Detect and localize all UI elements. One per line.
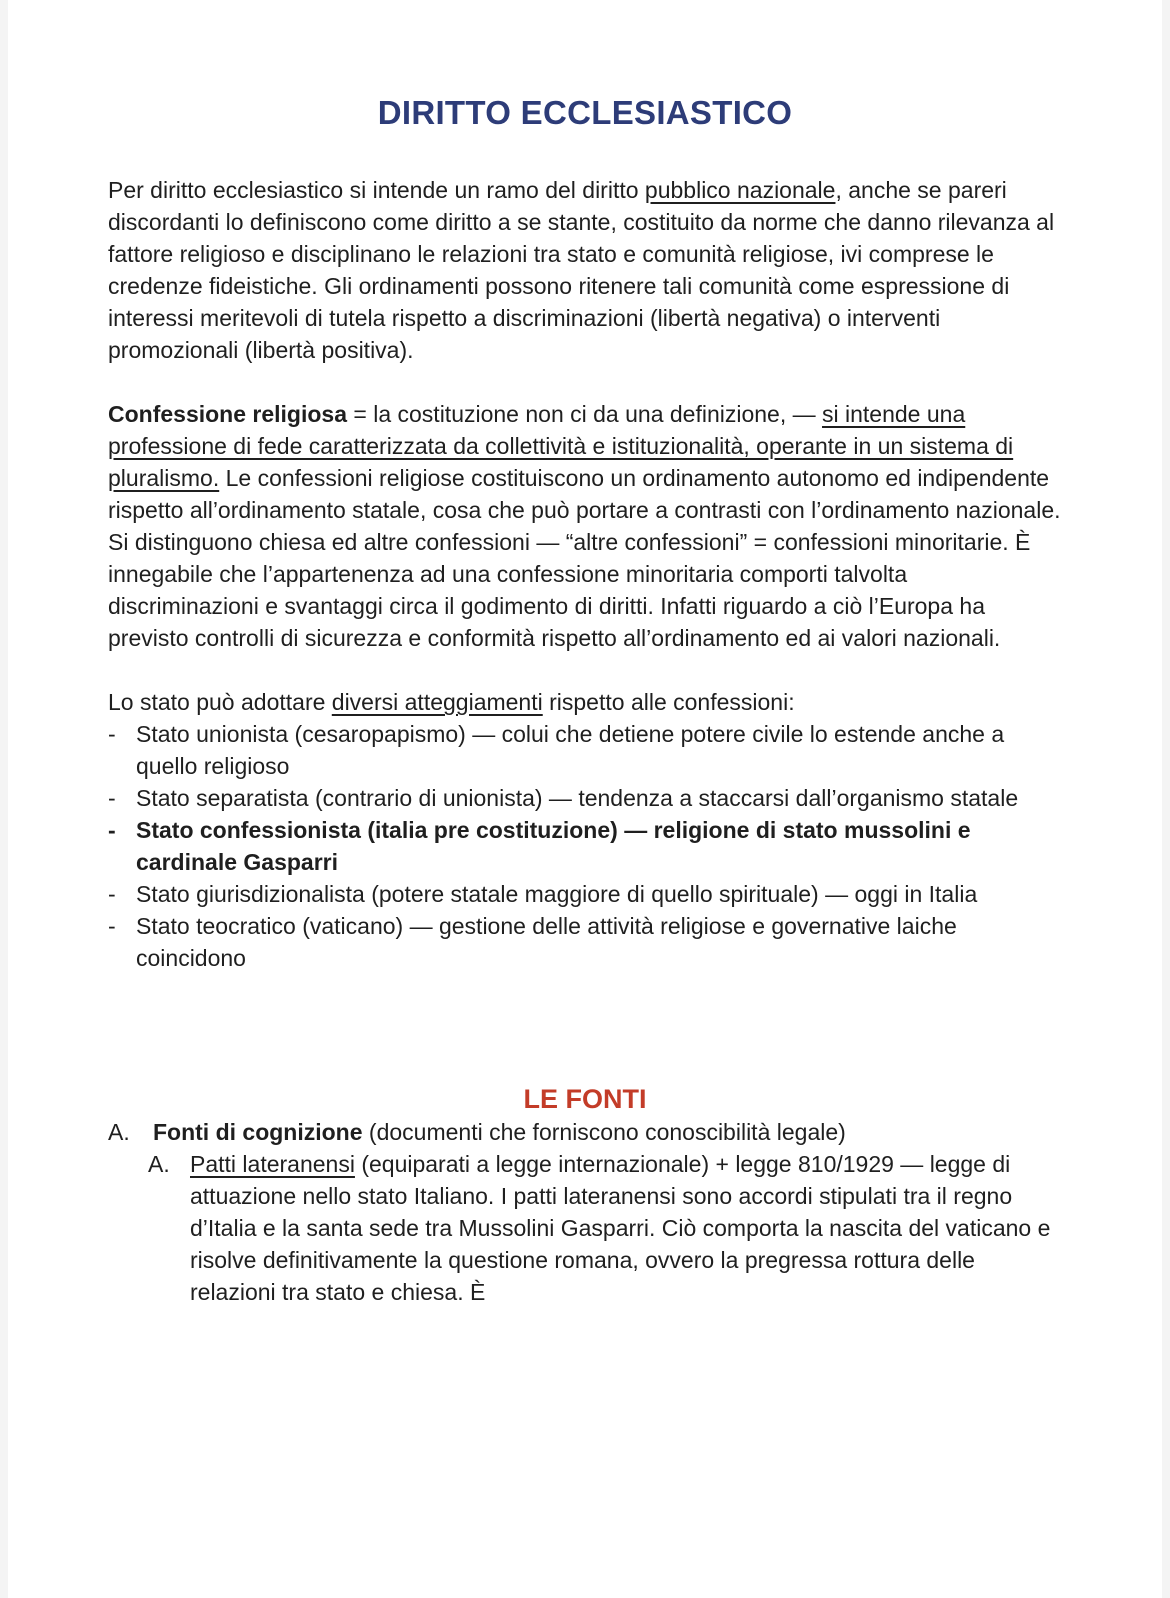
list-item-text: Stato separatista (contrario di unionista) — tendenza a staccarsi dall’organismo statale xyxy=(136,785,1019,811)
atteggiamenti-list xyxy=(108,718,1062,974)
dash-bullet: - xyxy=(108,721,116,747)
paragraph-diritto-ecclesiastico: Per diritto ecclesiastico si intende un ramo del diritto pubblico nazionale, anche se pareri discordanti lo definiscono come diritto a se stante, costituito da norme che danno rilevanza al fattore religioso e disciplinano le relazioni tra stato e comunità religiose, ivi comprese le credenze fideistiche. Gli ordinamenti possono ritenere tali comunità come espressione di interessi meritevoli di tutela rispetto a discriminazioni (libertà negativa) o interventi promozionali (libertà positiva). xyxy=(108,177,1055,363)
list-item-text: Stato unionista (cesaropapismo) — colui che detiene potere civile lo estende anche a quello religioso xyxy=(136,721,1005,779)
list-item xyxy=(108,718,1062,782)
fonti-item-patti-lateranensi xyxy=(148,1148,1062,1308)
list-item-text: Stato confessionista (italia pre costituzione) — religione di stato mussolini e cardinale Gasparri xyxy=(136,817,971,875)
dash-bullet: - xyxy=(108,913,116,939)
list-item xyxy=(108,782,1062,814)
outline-sublabel-a: A. xyxy=(148,1151,170,1177)
fonti-item-cognizione xyxy=(108,1116,1062,1148)
dash-bullet: - xyxy=(108,785,116,811)
dash-bullet: - xyxy=(108,881,116,907)
list-item-text: Stato giurisdizionalista (potere statale maggiore di quello spirituale) — oggi in Italia xyxy=(136,881,978,907)
paragraph-confessione-religiosa: Confessione religiosa = la costituzione non ci da una definizione, — si intende una professione di fede caratterizzata da collettività e istituzionalità, operante in un sistema di pluralismo. Le confessioni religiose costituiscono un ordinamento autonomo ed indipendente rispetto all’ordinamento statale, cosa che può portare a contrasti con l’ordinamento nazionale. Si distinguono chiesa ed altre confessioni — “altre confessioni” = confessioni minoritarie. È innegabile che l’appartenenza ad una confessione minoritaria comporti talvolta discriminazioni e svantaggi circa il godimento di diritti. Infatti riguardo a ciò l’Europa ha previsto controlli di sicurezza e conformità rispetto all’ordinamento ed ai valori nazionali. xyxy=(108,401,1061,651)
atteggiamenti-section xyxy=(108,686,1062,974)
atteggiamenti-intro: Lo stato può adottare diversi atteggiamenti rispetto alle confessioni: xyxy=(108,689,795,715)
outline-label-a: A. xyxy=(108,1119,130,1145)
fonti-section xyxy=(108,1082,1062,1308)
dash-bullet: - xyxy=(108,817,116,843)
fonti-heading: LE FONTI xyxy=(523,1084,647,1114)
fonti-item-cognizione-text: Fonti di cognizione (documenti che forniscono conoscibilità legale) xyxy=(153,1119,846,1145)
page-title: DIRITTO ECCLESIASTICO xyxy=(377,94,793,131)
list-item xyxy=(108,910,1062,974)
list-item-text: Stato teocratico (vaticano) — gestione delle attività religiose e governative laiche coincidono xyxy=(136,913,957,971)
list-item xyxy=(108,814,1062,878)
fonti-item-patti-text: Patti lateranensi (equiparati a legge internazionale) + legge 810/1929 — legge di attuazione nello stato Italiano. I patti lateranensi sono accordi stipulati tra il regno d’Italia e la santa sede tra Mussolini Gasparri. Ciò comporta la nascita del vaticano e risolve definitivamente la questione romana, ovvero la pregressa rottura delle relazioni tra stato e chiesa. È xyxy=(190,1151,1051,1305)
list-item xyxy=(108,878,1062,910)
